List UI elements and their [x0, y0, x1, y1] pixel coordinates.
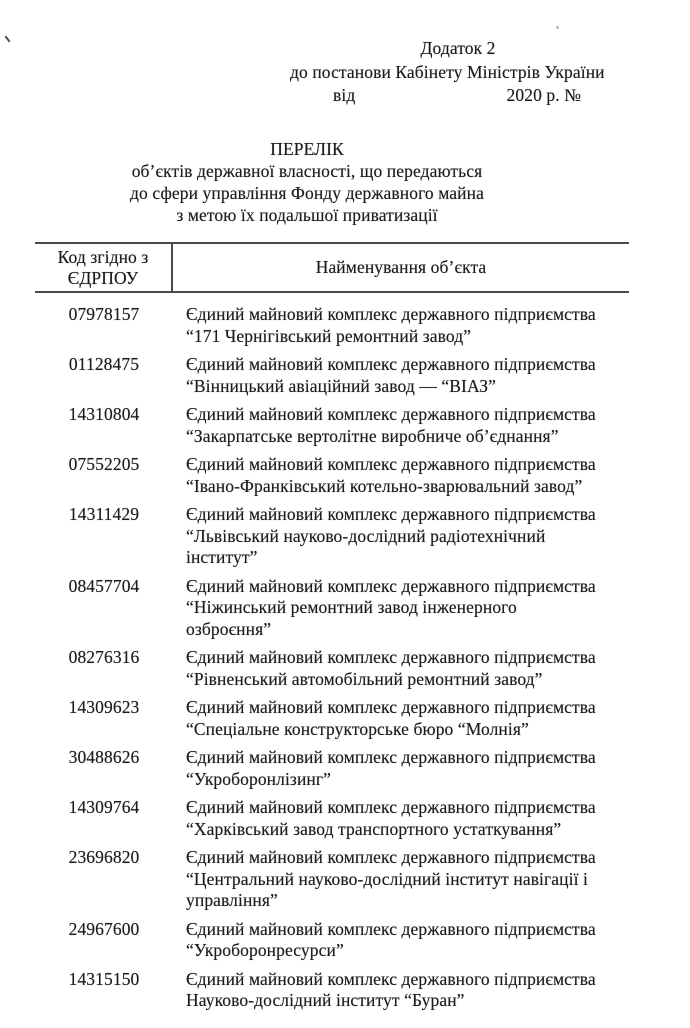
document-title	[0, 138, 614, 226]
row-name	[173, 304, 629, 347]
row-name-line: Єдиний майновий комплекс державного підприємства	[186, 504, 596, 524]
row-code: 08276316	[68, 647, 140, 667]
annex-date-line	[290, 84, 626, 108]
row-name	[173, 847, 629, 912]
row-name-line: “Вінницький авіаційний завод — “ВІАЗ”	[186, 375, 497, 396]
row-name-line: Науково-дослідний інститут “Буран”	[186, 990, 465, 1010]
row-name-line: озброєння”	[186, 618, 272, 639]
row-name	[173, 454, 629, 497]
title-subtitle-line: до сфери управління Фонду державного майна	[130, 183, 484, 203]
row-name-line: “Спеціальне конструкторське бюро “Молнія”	[186, 718, 529, 739]
row-name-line: “Укроборонресурси”	[186, 940, 344, 960]
annex-date-prefix: від	[333, 85, 356, 105]
row-name-line: “Харківський завод транспортного устаткування”	[186, 818, 562, 839]
header-name-label: Найменування об’єкта	[315, 257, 487, 277]
table-row	[35, 504, 629, 569]
row-name	[173, 404, 629, 447]
row-name-line: “Закарпатське вертолітне виробниче об’єднання”	[186, 425, 559, 446]
row-code: 24967600	[68, 918, 140, 939]
table-row	[35, 354, 629, 397]
row-code: 07552205	[68, 454, 140, 474]
row-name-line: Єдиний майновий комплекс державного підприємства	[186, 968, 596, 989]
row-name	[173, 576, 629, 641]
row-name	[173, 697, 629, 740]
row-name-line: Єдиний майновий комплекс державного підприємства	[186, 647, 596, 667]
row-name-line: “Укроборонлізинг”	[186, 768, 332, 789]
table-row	[35, 576, 629, 641]
table-row	[35, 919, 629, 962]
row-code: 30488626	[68, 747, 140, 767]
row-name-line: “171 Чернігівський ремонтний завод”	[186, 325, 472, 346]
row-name	[173, 354, 629, 397]
title-subtitle-line: об’єктів державної власності, що передаються	[131, 161, 483, 181]
row-name-line: Єдиний майновий комплекс державного підприємства	[186, 918, 596, 939]
row-name	[173, 797, 629, 840]
row-name	[173, 747, 629, 790]
table-row	[35, 304, 629, 347]
table-row	[35, 747, 629, 790]
scan-dot-icon	[556, 26, 559, 29]
row-code: 07978157	[68, 304, 140, 324]
row-name-line: Єдиний майновий комплекс державного підприємства	[186, 404, 596, 424]
table-row	[35, 404, 629, 447]
row-name-line: Єдиний майновий комплекс державного підприємства	[186, 304, 596, 324]
row-name-line: Єдиний майновий комплекс державного підприємства	[186, 454, 596, 474]
table-row	[35, 454, 629, 497]
row-code: 01128475	[68, 354, 140, 374]
title-subtitle-line: з метою їх подальшої приватизації	[176, 205, 438, 225]
row-name-line: “Ніжинський ремонтний завод інженерного	[186, 597, 517, 617]
table-body	[35, 293, 629, 1012]
row-code: 14310804	[68, 404, 140, 424]
row-name-line: управління”	[186, 890, 278, 910]
row-code: 08457704	[68, 575, 140, 596]
row-name-line: Єдиний майновий комплекс державного підприємства	[186, 747, 596, 767]
table-row	[35, 647, 629, 690]
row-name	[173, 504, 629, 569]
header-code-line1: Код згідно з	[57, 246, 149, 267]
row-name-line: Єдиний майновий комплекс державного підприємства	[186, 354, 596, 374]
table-row	[35, 697, 629, 740]
row-code: 14311429	[68, 504, 140, 524]
header-code-column	[35, 244, 173, 291]
row-code: 14309764	[68, 797, 140, 817]
table-row	[35, 969, 629, 1012]
scan-speck-icon	[5, 33, 15, 43]
row-code: 14309623	[68, 697, 140, 717]
row-name-line: Єдиний майновий комплекс державного підприємства	[186, 797, 596, 817]
row-name-line: “Центральний науково-дослідний інститут навігації і	[186, 868, 588, 889]
table-row	[35, 797, 629, 840]
row-code: 23696820	[68, 847, 140, 867]
row-code: 14315150	[68, 968, 140, 989]
row-name-line: “Рівненський автомобільний ремонтний завод”	[186, 668, 543, 689]
row-name-line: Єдиний майновий комплекс державного підприємства	[186, 847, 596, 867]
header-code-line2: ЄДРПОУ	[67, 267, 139, 288]
annex-date-value: 2020 р. №	[506, 85, 581, 105]
header-name-column	[173, 244, 629, 291]
row-name-line: Єдиний майновий комплекс державного підприємства	[186, 575, 596, 596]
row-name-line: “Львівський науково-дослідний радіотехнічний	[186, 525, 546, 546]
objects-table	[35, 242, 629, 1012]
title-heading: ПЕРЕЛІК	[270, 139, 344, 159]
table-header-row	[35, 242, 629, 293]
row-name-line: Єдиний майновий комплекс державного підприємства	[186, 697, 596, 717]
row-name	[173, 919, 629, 962]
row-name	[173, 647, 629, 690]
annex-reference	[290, 37, 626, 108]
table-row	[35, 847, 629, 912]
row-name-line: “Івано-Франківський котельно-зварювальний завод”	[186, 475, 583, 496]
row-name-line: інститут”	[186, 547, 258, 567]
row-name	[173, 969, 629, 1012]
annex-number: Додаток 2	[420, 38, 496, 58]
annex-target: до постанови Кабінету Міністрів України	[290, 61, 605, 82]
